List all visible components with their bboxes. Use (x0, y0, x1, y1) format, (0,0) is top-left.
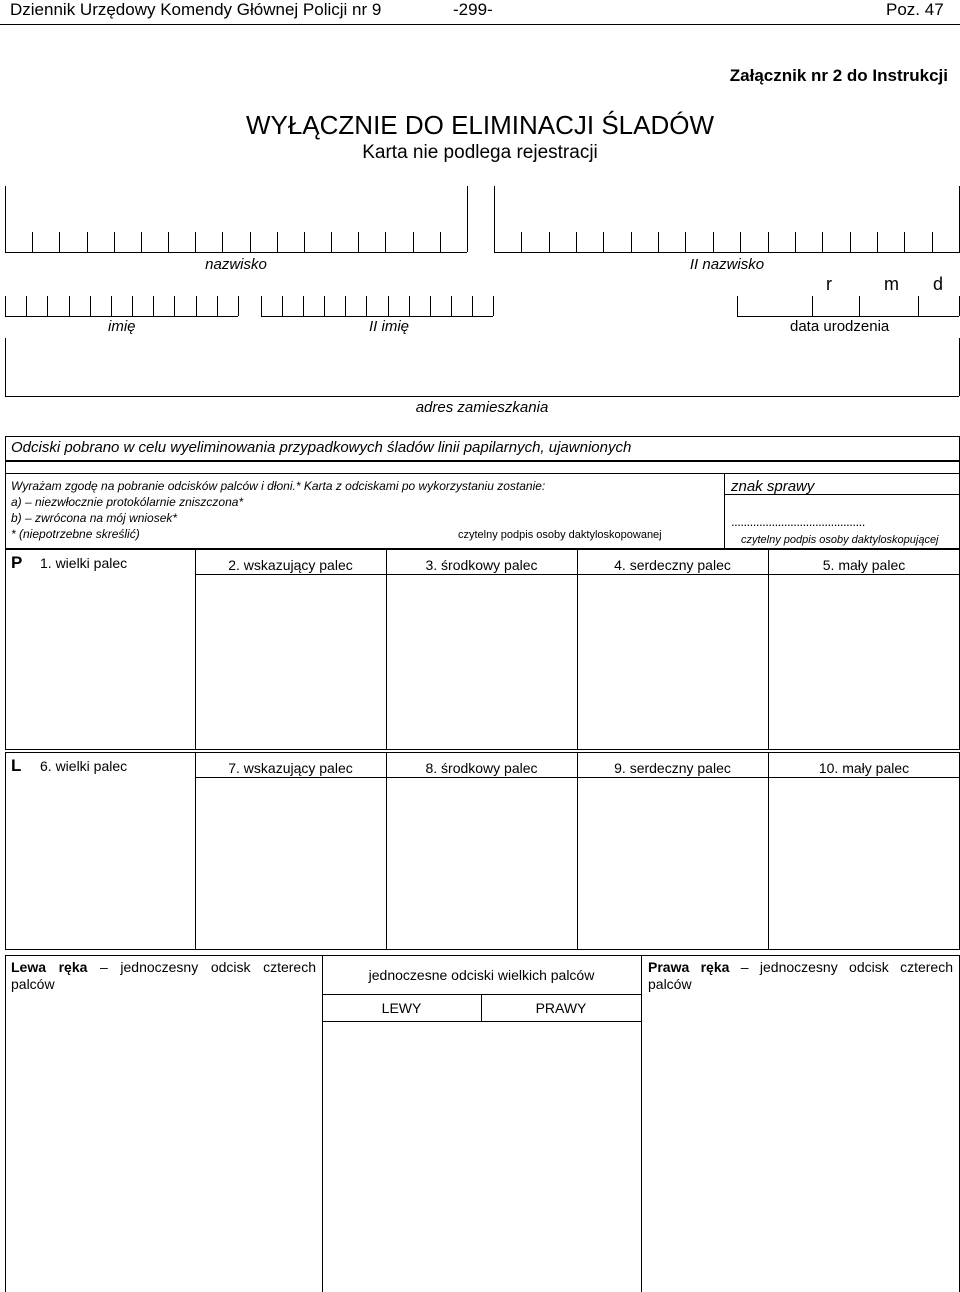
cell-tick (904, 232, 905, 252)
cell-tick (822, 232, 823, 252)
cell-tick (472, 296, 473, 316)
cell-tick (493, 296, 494, 316)
cell-tick (87, 232, 88, 252)
left-hand-desc: – jednoczesny odcisk czterech palców (11, 959, 316, 992)
finger-box-2[interactable] (195, 575, 386, 750)
cell-tick (850, 232, 851, 252)
date-year-label: r (826, 274, 832, 294)
cell-tick (132, 296, 133, 316)
taker-signature-label: czytelny podpis osoby daktyloskopującej (741, 534, 939, 546)
left-hand-title: Lewa ręka (11, 959, 88, 975)
cell-tick (521, 232, 522, 252)
cell-tick (282, 296, 283, 316)
cell-tick (324, 296, 325, 316)
person-signature-label[interactable]: czytelny podpis osoby daktyloskopowanej (458, 529, 662, 541)
finger-box-5[interactable] (768, 575, 960, 750)
thumb-right-label: PRAWY (535, 1000, 587, 1016)
cell-tick (549, 232, 550, 252)
cell-tick (388, 296, 389, 316)
consent-text: Wyrażam zgodę na pobranie odcisków palców i dłoni.* Karta z odciskami po wykorzystaniu zostanie: (11, 479, 546, 493)
cell-tick (114, 232, 115, 252)
date-day-label: d (933, 274, 944, 294)
consent-separator (724, 473, 725, 549)
finger-label-3: 3. środkowy palec (425, 557, 538, 573)
cell-tick (303, 296, 304, 316)
address-label: adres zamieszkania (415, 399, 549, 416)
cell-tick (168, 232, 169, 252)
cell-tick (358, 232, 359, 252)
finger-box-9[interactable] (577, 778, 768, 950)
cell-tick (451, 296, 452, 316)
cell-tick (877, 232, 878, 252)
finger-label-2: 2. wskazujący palec (228, 557, 353, 573)
finger-label-1: 1. wielki palec (40, 555, 128, 571)
journal-title: Dziennik Urzędowy Komendy Głównej Policji nr 9 (10, 0, 382, 19)
left-four-fingers-box[interactable] (5, 1000, 322, 1292)
cell-tick (32, 232, 33, 252)
cell-tick (196, 296, 197, 316)
cell-tick (366, 296, 367, 316)
left-four-fingers-label (11, 959, 316, 993)
second-surname-label: II nazwisko (689, 256, 765, 273)
cell-tick (331, 232, 332, 252)
cell-tick (603, 232, 604, 252)
right-hand-desc: – jednoczesny odcisk czterech palców (648, 959, 953, 992)
consent-option-b[interactable]: b) – zwrócona na mój wniosek* (11, 511, 178, 525)
cell-tick (345, 296, 346, 316)
finger-box-7[interactable] (195, 778, 386, 950)
right-four-fingers-label (648, 959, 953, 993)
signature-dots[interactable]: ........................................... (731, 514, 865, 529)
form-subtitle: Karta nie podlega rejestracji (362, 142, 598, 163)
cell-tick (409, 296, 410, 316)
cell-tick (932, 232, 933, 252)
consent-note: * (niepotrzebne skreślić) (11, 527, 140, 541)
cell-tick (494, 232, 495, 252)
right-hand-title: Prawa ręka (648, 959, 730, 975)
cell-tick (153, 296, 154, 316)
finger-label-4: 4. serdeczny palec (614, 557, 731, 573)
second-name-label: II imię (369, 318, 410, 335)
cell-tick (467, 232, 468, 252)
cell-tick (261, 296, 262, 316)
finger-box-4[interactable] (577, 575, 768, 750)
cell-tick (5, 296, 6, 316)
form-title: WYŁĄCZNIE DO ELIMINACJI ŚLADÓW (245, 110, 715, 140)
cell-tick (141, 232, 142, 252)
finger-label-7: 7. wskazujący palec (228, 760, 353, 776)
first-name-label: imię (108, 318, 136, 335)
finger-label-6: 6. wielki palec (40, 758, 128, 774)
finger-label-9: 9. serdeczny palec (614, 760, 731, 776)
cell-tick (576, 232, 577, 252)
thumb-right-box[interactable] (481, 1022, 641, 1292)
attachment-label: Załącznik nr 2 do Instrukcji (729, 66, 948, 85)
cell-tick (217, 296, 218, 316)
cell-tick (69, 296, 70, 316)
cell-tick (111, 296, 112, 316)
consent-divider (5, 473, 960, 474)
cell-tick (5, 232, 6, 252)
cell-tick (713, 232, 714, 252)
cell-tick (304, 232, 305, 252)
left-hand-mark: L (11, 756, 22, 775)
finger-label-5: 5. mały palec (822, 557, 906, 573)
cell-tick (47, 296, 48, 316)
thumb-left-box[interactable] (322, 1022, 481, 1292)
finger-box-6[interactable] (5, 776, 195, 950)
cell-tick (795, 232, 796, 252)
cell-tick (385, 232, 386, 252)
cell-tick (250, 232, 251, 252)
cell-tick (658, 232, 659, 252)
date-month-label: m (884, 274, 899, 294)
cell-tick (238, 296, 239, 316)
page-number: -299- (453, 0, 493, 19)
finger-label-10: 10. mały palec (818, 760, 910, 776)
thumbs-label: jednoczesne odciski wielkich palców (368, 967, 595, 983)
cell-tick (740, 232, 741, 252)
right-hand-mark: P (11, 553, 23, 572)
cell-tick (440, 232, 441, 252)
cell-tick (277, 232, 278, 252)
consent-option-a[interactable]: a) – niezwłocznie protokólarnie zniszczona* (11, 495, 244, 509)
cell-tick (768, 232, 769, 252)
cell-tick (413, 232, 414, 252)
finger-box-1[interactable] (5, 573, 195, 750)
cell-tick (195, 232, 196, 252)
finger-box-10[interactable] (768, 778, 960, 950)
cell-tick (222, 232, 223, 252)
cell-tick (26, 296, 27, 316)
right-four-fingers-box[interactable] (641, 1000, 960, 1292)
cell-tick (174, 296, 175, 316)
cell-tick (59, 232, 60, 252)
finger-label-8: 8. środkowy palec (425, 760, 538, 776)
surname-label: nazwisko (205, 256, 267, 273)
finger-box-3[interactable] (386, 575, 577, 750)
thumb-left-label: LEWY (381, 1000, 422, 1016)
case-number-label[interactable]: znak sprawy (731, 478, 815, 495)
position-number: Poz. 47 (886, 0, 944, 19)
cell-tick (685, 232, 686, 252)
purpose-text: Odciski pobrano w celu wyeliminowania przypadkowych śladów linii papilarnych, ujawnionych (11, 439, 632, 456)
cell-tick (631, 232, 632, 252)
cell-tick (90, 296, 91, 316)
finger-box-8[interactable] (386, 778, 577, 950)
cell-tick (430, 296, 431, 316)
birth-date-label: data urodzenia (790, 318, 890, 335)
header-rule (0, 24, 960, 25)
